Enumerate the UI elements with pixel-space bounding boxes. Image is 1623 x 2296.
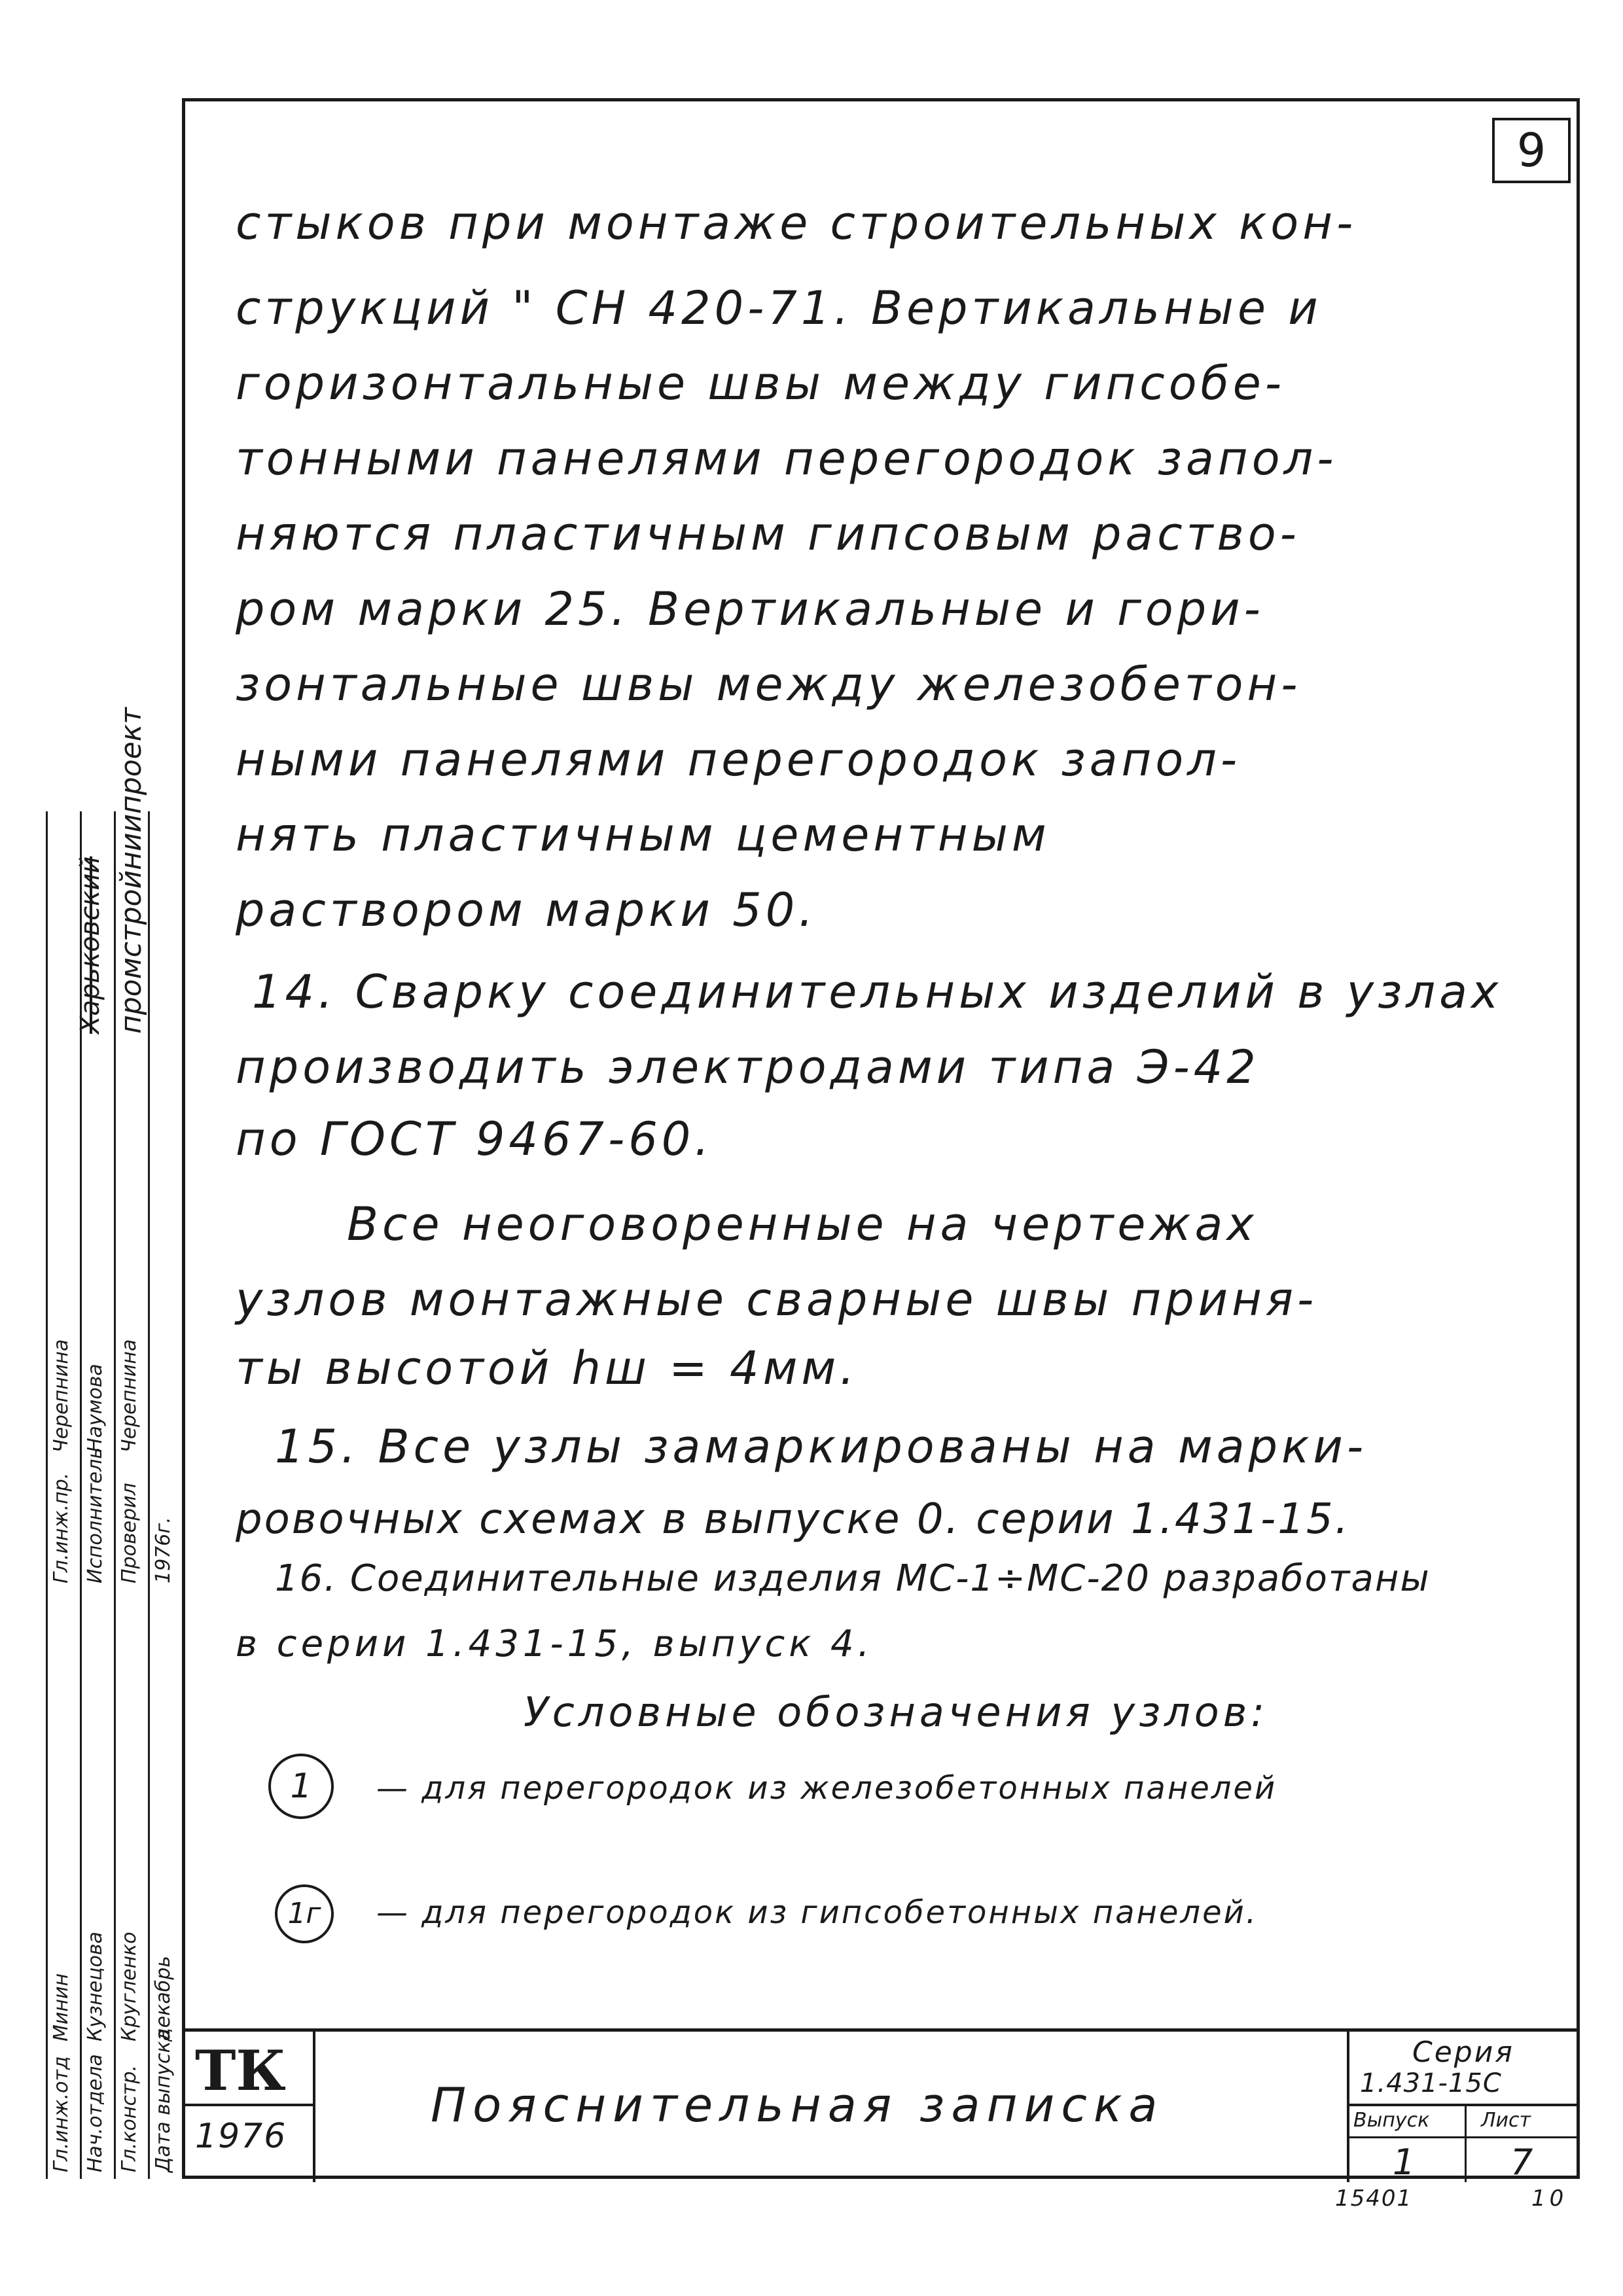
table-divider (46, 811, 48, 2179)
divider (182, 2104, 313, 2106)
approval-side-table (46, 811, 183, 2179)
legend-item-text: — для перегородок из гипсобетонных панелей. (376, 1894, 1258, 1931)
body-line: ными панелями перегородок запол- (236, 733, 1241, 786)
body-line: ты высотой hш = 4мм. (236, 1341, 859, 1395)
body-line: струкций " СН 420-71. Вертикальные и (236, 281, 1322, 335)
body-line: ровочных схемах в выпуске 0. серии 1.431-15. (236, 1495, 1351, 1544)
side-table-role: Исполнитель (84, 1447, 107, 1583)
order-number: 15401 (1335, 2185, 1413, 2212)
body-line: раствором марки 50. (236, 883, 817, 937)
divider (1347, 2104, 1580, 2106)
body-line: в серии 1.431-15, выпуск 4. (236, 1623, 874, 1665)
body-line: няются пластичным гипсовым раство- (236, 507, 1300, 561)
divider (1465, 2104, 1467, 2182)
legend-item-text: — для перегородок из железобетонных панелей (376, 1770, 1277, 1807)
legend-title: Условные обозначения узлов: (524, 1688, 1269, 1736)
side-table-role: Гл.инж.пр. (50, 1472, 73, 1583)
body-line: стыков при монтаже строительных кон- (236, 196, 1357, 250)
side-table-name: Кузнецова (84, 1932, 107, 2041)
tk-logo: ТК (195, 2038, 286, 2103)
side-table-role: Проверил (118, 1483, 141, 1583)
body-line: тонными панелями перегородок запол- (236, 432, 1338, 486)
year: 1976 (195, 2117, 287, 2156)
legend-symbol-1: 1 (268, 1754, 334, 1819)
organization-struck: Харьковский (75, 856, 105, 1034)
table-divider (182, 811, 184, 2179)
table-divider (148, 811, 150, 2179)
organization-name: промстройниипроект (115, 707, 148, 1034)
side-table-name: Черепнина (50, 1339, 73, 1453)
table-divider (114, 811, 116, 2179)
table-divider (80, 811, 82, 2179)
title-block (182, 2028, 1580, 2182)
divider (1347, 2136, 1580, 2138)
side-table-role: Дата выпуска (152, 2029, 175, 2172)
body-line: производить электродами типа Э-42 (236, 1040, 1260, 1094)
series-value: 1.431-15С (1360, 2068, 1502, 2098)
side-table-role: Нач.отдела (84, 2054, 107, 2172)
page-number: 9 (1492, 118, 1571, 183)
side-table-name: Наумова (84, 1364, 107, 1453)
sheet-value: 7 (1510, 2142, 1537, 2183)
side-table-role: Гл.инж.отд (50, 2056, 73, 2172)
series-label: Серия (1412, 2036, 1514, 2069)
body-line: 15. Все узлы замаркированы на марки- (275, 1420, 1368, 1474)
sheet-label: Лист (1481, 2109, 1531, 2132)
side-table-name: Кругленко (118, 1932, 141, 2041)
side-table-name: Черепнина (118, 1339, 141, 1453)
side-table-role: 1976г. (152, 1517, 175, 1583)
issue-label: Выпуск (1353, 2109, 1430, 2132)
divider (313, 2032, 315, 2182)
issue-value: 1 (1393, 2142, 1419, 2183)
body-line: зонтальные швы между железобетон- (236, 658, 1302, 711)
document-title: Пояснительная записка (431, 2077, 1164, 2132)
copy-mark: 10 (1531, 2185, 1568, 2212)
divider (1347, 2032, 1349, 2182)
body-line: по ГОСТ 9467-60. (236, 1112, 713, 1166)
body-line: ром марки 25. Вертикальные и гори- (236, 582, 1264, 636)
body-line: 16. Соединительные изделия МС-1÷МС-20 разработаны (275, 1557, 1431, 1600)
body-line: нять пластичным цементным (236, 808, 1050, 862)
body-line: Все неоговоренные на чертежах (347, 1197, 1258, 1251)
side-table-name: декабрь (152, 1956, 175, 2041)
body-line: узлов монтажные сварные швы приня- (236, 1273, 1318, 1326)
side-table-role: Гл.констр. (118, 2064, 141, 2172)
body-line: 14. Сварку соединительных изделий в узлах (252, 965, 1503, 1019)
side-table-name: Минин (50, 1973, 73, 2041)
body-line: горизонтальные швы между гипсобе- (236, 357, 1286, 410)
legend-symbol-1g: 1г (275, 1884, 334, 1943)
